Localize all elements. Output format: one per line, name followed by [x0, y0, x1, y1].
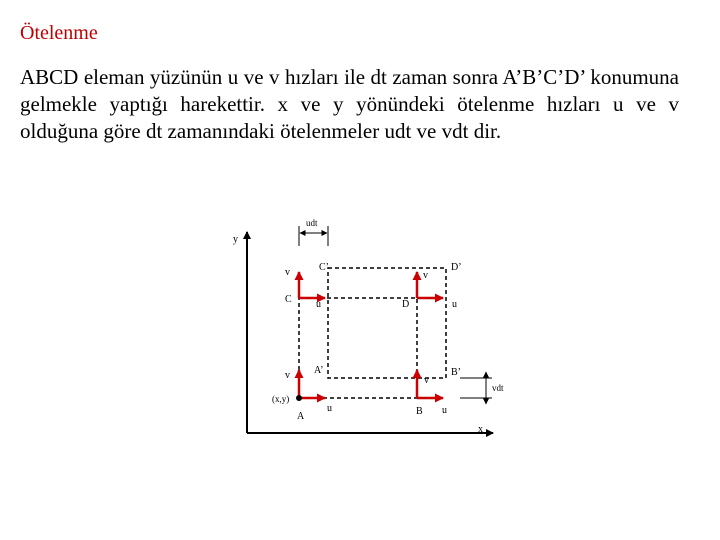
y-axis-label: y [233, 234, 238, 245]
label-u-at-d: u [452, 299, 457, 310]
label-v-at-d: v [423, 270, 428, 281]
label-u-at-b: u [442, 405, 447, 416]
translated-element-abcd-prime [328, 268, 446, 378]
slide-paragraph: ABCD eleman yüzünün u ve v hızları ile dt zaman sonra A’B’C’D’ konumuna gelmekle yaptığı harekettir. x ve y yönündeki ötelenme hızları u ve v olduğuna göre dt zamanındaki ötelenmeler udt ve vdt dir. [20, 65, 679, 143]
original-element-abcd [299, 298, 417, 398]
label-a-prime: A’ [314, 365, 324, 376]
vdt-label: vdt [492, 383, 504, 393]
origin-point-a [296, 395, 302, 401]
label-u-at-a: u [327, 403, 332, 414]
label-b-prime: B’ [451, 367, 461, 378]
label-c-prime: C’ [319, 262, 329, 273]
label-b: B [416, 406, 423, 417]
label-d-prime: D’ [451, 262, 462, 273]
udt-label: udt [306, 218, 318, 228]
label-v-at-a: v [285, 370, 290, 381]
label-u-at-c: u [316, 299, 321, 310]
label-c: C [285, 294, 292, 305]
slide-title: Ötelenme [20, 22, 98, 44]
label-origin: (x,y) [272, 394, 290, 404]
label-d: D [402, 299, 410, 310]
x-axis-label: x [478, 424, 483, 435]
label-v-at-c: v [285, 267, 290, 278]
label-v-at-b: v [424, 375, 429, 386]
label-a: A [297, 411, 305, 422]
